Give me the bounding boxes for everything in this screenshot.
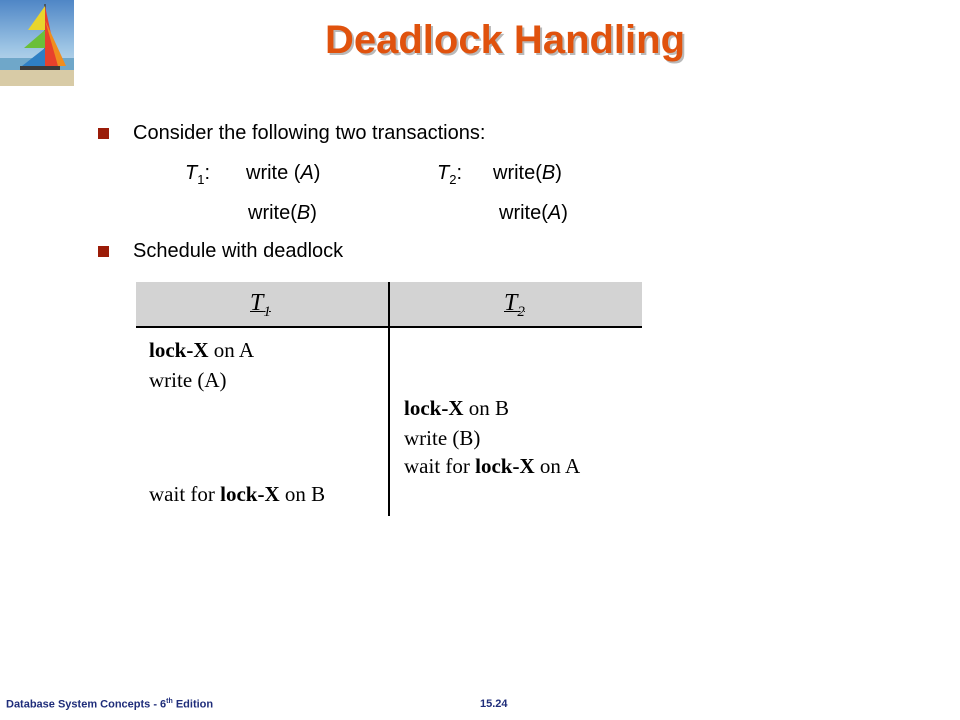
t1-op1-post: ) xyxy=(313,162,321,184)
footer-book-post: Edition xyxy=(172,698,214,711)
footer-book-pre: Database System Concepts - 6 xyxy=(6,698,167,711)
t2-wait-a xyxy=(404,454,580,479)
t1-label xyxy=(185,162,210,187)
t2-write-b: write (B) xyxy=(404,426,481,450)
square-bullet-icon xyxy=(98,128,109,139)
t1-op1-arg: A xyxy=(300,162,314,184)
t1-wait-rest: on B xyxy=(279,482,326,506)
t2-wait-pre: wait for xyxy=(404,454,476,478)
t1-op1-pre: write ( xyxy=(246,162,301,184)
t1-wait-bold: lock-X xyxy=(220,482,280,506)
t1-write-a: write (A) xyxy=(149,368,227,392)
t2-wait-rest: on A xyxy=(534,454,581,478)
slide-title: Deadlock Handling xyxy=(324,18,686,62)
schedule-table xyxy=(136,282,642,518)
col2-sub: 2 xyxy=(517,303,525,320)
t2-name: T xyxy=(437,162,450,184)
t2-wait-bold: lock-X xyxy=(475,454,535,478)
column-divider xyxy=(388,282,390,516)
t2-op1-post: ) xyxy=(555,162,562,184)
column-header-t1 xyxy=(250,290,271,321)
t2-lock-b-rest: on B xyxy=(463,396,510,420)
t1-lock-a-bold: lock-X xyxy=(149,338,209,362)
col2-name: T xyxy=(504,290,518,316)
t2-op1-pre: write( xyxy=(493,162,542,184)
bullet-text: Consider the following two transactions: xyxy=(133,122,486,144)
sailboat-logo xyxy=(0,0,74,86)
t2-op2-arg: A xyxy=(547,202,562,224)
t1-op1 xyxy=(246,162,320,185)
bullet-text: Schedule with deadlock xyxy=(133,240,344,262)
footer-book-title xyxy=(6,698,213,711)
t2-colon: : xyxy=(456,162,463,184)
t2-sub: 2 xyxy=(449,172,457,187)
t2-label xyxy=(437,162,462,187)
bullet-consider xyxy=(98,122,485,145)
t1-wait-b xyxy=(149,482,325,507)
col1-name: T xyxy=(250,290,264,316)
t1-op2-post: ) xyxy=(310,202,317,224)
t2-lock-b-bold: lock-X xyxy=(404,396,464,420)
t1-op2-pre: write( xyxy=(248,202,297,224)
t2-op2-pre: write( xyxy=(499,202,548,224)
t2-op2-post: ) xyxy=(561,202,568,224)
t2-lock-b xyxy=(404,396,509,421)
t1-lock-a xyxy=(149,338,254,363)
t1-op2-arg: B xyxy=(296,202,311,224)
square-bullet-icon xyxy=(98,246,109,257)
t2-op2 xyxy=(499,202,568,225)
t1-lock-a-rest: on A xyxy=(208,338,255,362)
t1-colon: : xyxy=(204,162,211,184)
t1-op2 xyxy=(248,202,317,225)
column-header-t2 xyxy=(504,290,525,321)
bullet-schedule xyxy=(98,240,343,263)
footer-book-sup: th xyxy=(166,698,173,705)
col1-sub: 1 xyxy=(263,303,271,320)
footer-page-number: 15.24 xyxy=(480,698,508,710)
t2-op1-arg: B xyxy=(541,162,556,184)
t1-wait-pre: wait for xyxy=(149,482,221,506)
t1-sub: 1 xyxy=(197,172,205,187)
t1-name: T xyxy=(185,162,198,184)
t2-op1 xyxy=(493,162,562,185)
